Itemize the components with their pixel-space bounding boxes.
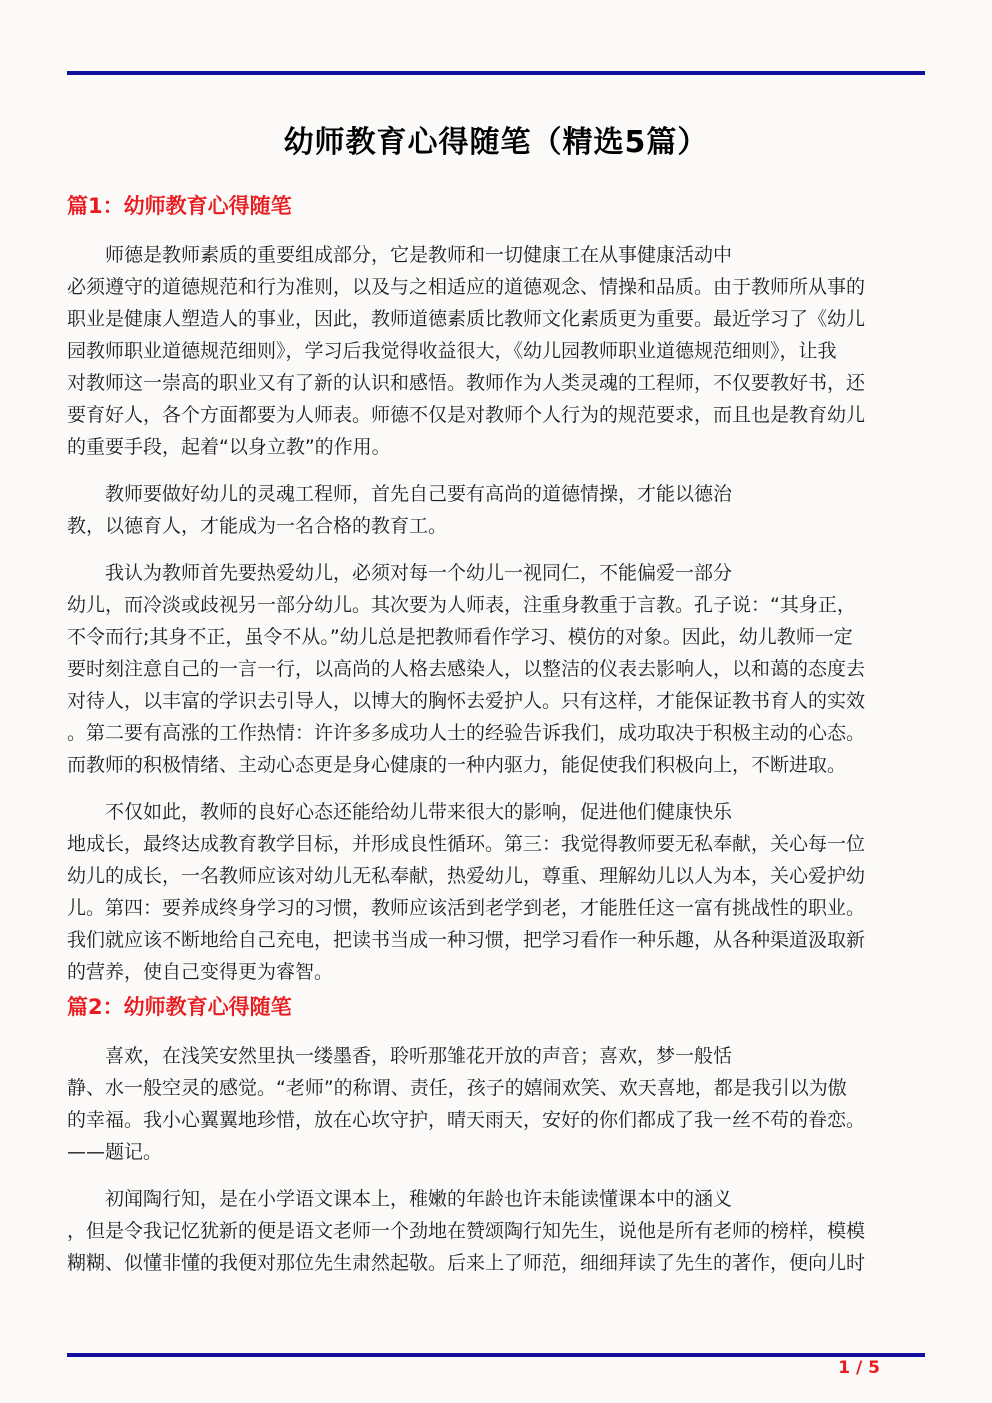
bottom-divider [67, 1353, 925, 1357]
body-paragraph [67, 1183, 925, 1279]
body-line: 要育好人，各个方面都要为人师表。师德不仅是对教师个人行为的规范要求，而且也是教育幼儿 [67, 404, 866, 426]
body-line: 对教师这一崇高的职业又有了新的认识和感悟。教师作为人类灵魂的工程师，不仅要教好书，还 [67, 372, 866, 394]
body-line: 要时刻注意自己的一言一行，以高尚的人格去感染人，以整洁的仪表去影响人，以和蔼的态度去 [67, 658, 866, 680]
body-line: 园教师职业道德规范细则》，学习后我觉得收益很大，《幼儿园教师职业道德规范细则》，让我 [67, 340, 837, 362]
body-line: 的幸福。我小心翼翼地珍惜，放在心坎守护，晴天雨天，安好的你们都成了我一丝不苟的眷恋。 [67, 1109, 866, 1131]
body-line: 必须遵守的道德规范和行为准则，以及与之相适应的道德观念、情操和品质。由于教师所从事的 [67, 276, 866, 298]
body-line: 儿。第四：要养成终身学习的习惯，教师应该活到老学到老，才能胜任这一富有挑战性的职业。 [67, 897, 866, 919]
body-line: 幼儿，而冷淡或歧视另一部分幼儿。其次要为人师表，注重身教重于言教。孔子说：“其身正， [67, 594, 856, 616]
body-paragraph [67, 478, 925, 542]
body-paragraph [67, 1040, 925, 1168]
body-paragraph [67, 239, 925, 463]
page-number: 1 / 5 [838, 1358, 880, 1378]
body-line: 而教师的积极情绪、主动心态更是身心健康的一种内驱力，能促使我们积极向上，不断进取。 [67, 754, 847, 776]
body-line: 我认为教师首先要热爱幼儿，必须对每一个幼儿一视同仁，不能偏爱一部分 [105, 562, 733, 584]
body-line: 。第二要有高涨的工作热情：许许多多成功人士的经验告诉我们，成功取决于积极主动的心态。 [67, 722, 866, 744]
body-line: 教师要做好幼儿的灵魂工程师，首先自己要有高尚的道德情操，才能以德治 [105, 483, 733, 505]
body-line: 初闻陶行知，是在小学语文课本上，稚嫩的年龄也许未能读懂课本中的涵义 [105, 1188, 733, 1210]
document-content [67, 75, 925, 1279]
document-body [67, 193, 925, 1279]
body-line: 地成长，最终达成教育教学目标，并形成良性循环。第三：我觉得教师要无私奉献，关心每一位 [67, 833, 866, 855]
section-heading: 篇2：幼师教育心得随笔 [67, 995, 292, 1019]
essay-section [67, 193, 925, 988]
body-line: 师德是教师素质的重要组成部分，它是教师和一切健康工在从事健康活动中 [105, 244, 733, 266]
body-line: 不令而行;其身不正，虽令不从。”幼儿总是把教师看作学习、模仿的对象。因此，幼儿教师一定 [67, 626, 853, 648]
body-line: 糊糊、似懂非懂的我便对那位先生肃然起敬。后来上了师范，细细拜读了先生的著作，便向儿时 [67, 1252, 866, 1274]
body-line: 职业是健康人塑造人的事业，因此，教师道德素质比教师文化素质更为重要。最近学习了《幼儿 [67, 308, 866, 330]
body-line: 幼儿的成长，一名教师应该对幼儿无私奉献，热爱幼儿，尊重、理解幼儿以人为本，关心爱护幼 [67, 865, 866, 887]
body-line: 的重要手段，起着“以身立教”的作用。 [67, 436, 391, 458]
body-line: ，但是令我记忆犹新的便是语文老师一个劲地在赞颂陶行知先生，说他是所有老师的榜样，模模 [67, 1220, 866, 1242]
page-title: 幼师教育心得随笔（精选5篇） [283, 125, 709, 160]
body-line: 我们就应该不断地给自己充电，把读书当成一种习惯，把学习看作一种乐趣，从各种渠道汲取新 [67, 929, 866, 951]
body-line: 教，以德育人，才能成为一名合格的教育工。 [67, 515, 448, 537]
body-line: 喜欢，在浅笑安然里执一缕墨香，聆听那雏花开放的声音；喜欢，梦一般恬 [105, 1045, 733, 1067]
body-line: ——题记。 [67, 1141, 163, 1163]
body-line: 不仅如此，教师的良好心态还能给幼儿带来很大的影响，促进他们健康快乐 [105, 801, 733, 823]
body-paragraph [67, 796, 925, 988]
body-line: 静、水一般空灵的感觉。“老师”的称谓、责任，孩子的嬉闹欢笑、欢天喜地，都是我引以为傲 [67, 1077, 847, 1099]
section-heading: 篇1：幼师教育心得随笔 [67, 194, 292, 218]
body-line: 的营养，使自己变得更为睿智。 [67, 961, 334, 983]
body-line: 对待人，以丰富的学识去引导人，以博大的胸怀去爱护人。只有这样，才能保证教书育人的实效 [67, 690, 866, 712]
essay-section [67, 994, 925, 1279]
body-paragraph [67, 557, 925, 781]
